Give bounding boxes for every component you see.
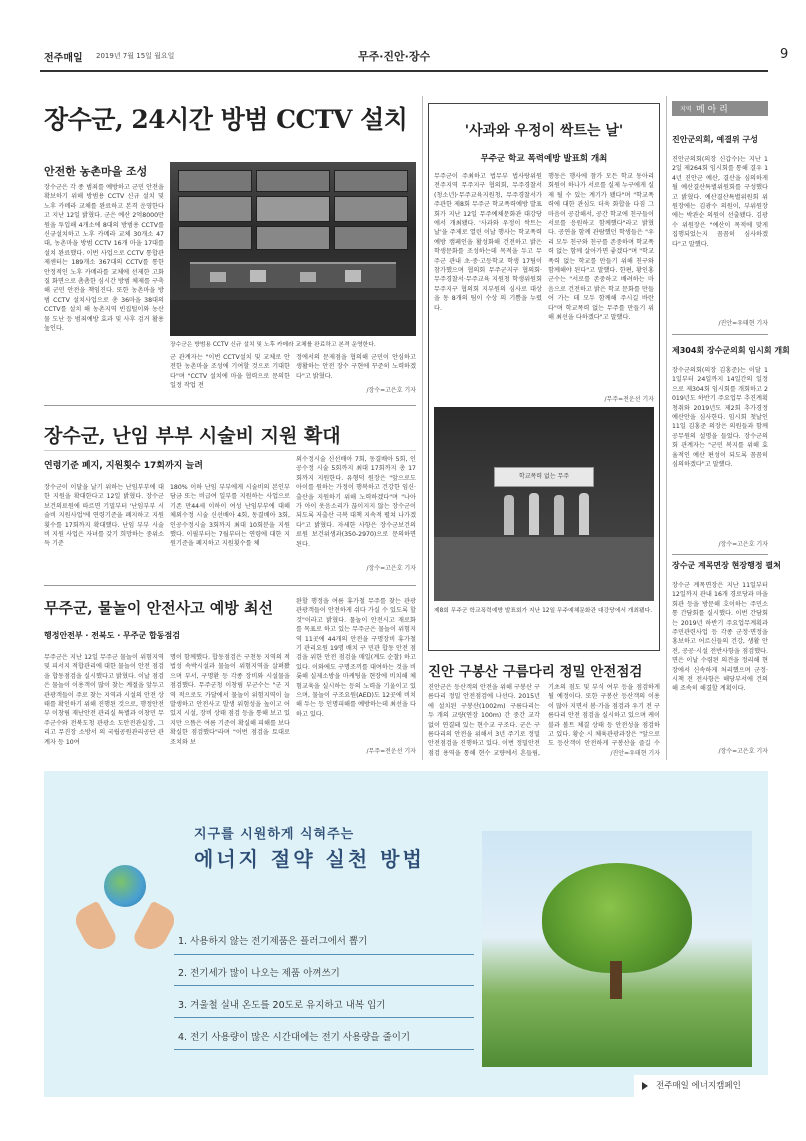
banner-divider-3 (174, 1017, 474, 1018)
banner-title-line1: 지구를 시원하게 식혀주는 (194, 827, 355, 842)
school-photo (434, 407, 654, 601)
cctv-photo-caption: 장수군은 방범용 CCTV 신규 설치 및 노후 카메라 교체를 완료하고 본격 운영한다. (170, 342, 376, 348)
divider-1b (44, 450, 416, 451)
sidebar-item3-byline: /장수=고은호 기자 (718, 748, 768, 755)
school-body-col1: 무주군이 주최하고 법무부 법사랑위원 전주지역 무주지구 협의회, 무주경찰서(청소년)·무주교육지원청, 무주경찰서가 주관한 제8회 무주군 학교폭력예방 발표회가 지난 12일 무주예체문화관 대강당에서 개최됐다. '사과와 우정이 싹트는 날'을 주제로 열린 이날 행사는 학교폭력 예방 캠페인을 활성화해 건전하고 밝은 학생문화를 조성하는데 목적을 두고 무주군 관내 초·중·고등학교 학생 17팀이 참가했으며 협의회 무주군지구 협의회·무주경찰서·무주교육 지원청 학생위원회 무주지구 협의회 지부원의 심사로 대상을 동 8개의 팀이 수상 의 기쁨을 누렸다. (434, 173, 542, 312)
water-safety-subhead: 행정안전부 · 전북도 · 무주군 합동점검 (44, 631, 180, 640)
tree-icon (542, 863, 692, 973)
infertility-body-col3: 외수정시술 신선배아 7회, 동결배아 5회, 인공수정 시술 5회까지 최대 17회까지 총 17회까지 지원한다. 유형덕 원장은 "앞으로도 아이를 원하는 가정이 행복하고 건강한 임신·출산을 지원하기 위해 노력하겠다"며 "나아가 아이 웃음소리가 끊이지지 않는 장수군이 되도록 저출산 극복 대책 지속적 펼쳐 나가겠다"고 밝혔다. 자세한 사항은 장수군보건의료원 보건위생과(350-2970)으로 문의하면 된다. (296, 456, 416, 548)
masthead (0, 44, 806, 68)
school-photo-caption: 제8회 무주군 학교폭력예방 발표회가 지난 12일 무주예체문화관 대강당에서 개최됐다. (434, 608, 653, 614)
play-triangle-icon (642, 1082, 648, 1090)
sidebar-header-label: 지역 (680, 106, 692, 113)
sidebar-item3-body: 장수군 계목면장은 지난 11일부터 12일까지 관내 16개 경로당과 마을회관 등을 방문해 호이하는 주민소통 간담회를 실시했다. 이번 간담회는 2019년 하반기 주요업무계획과 주민관련사업 등 각종 군정·면정을 홍보하고 어르신들의 건강, 생활 안전, 공공·시설 전반사항을 점검했다. 면은 이날 수렴된 의견을 정리해 현장에서 신속하게 처리했으며 군정·시책 전 전사항은 해당부서에 건의해 조속히 해결할 계획이다. (672, 582, 768, 693)
sidebar-divider-1 (672, 334, 768, 335)
sidebar-item2-title: 제304회 장수군의회 임시회 개회 (672, 346, 790, 355)
banner-title-line2: 에너지 절약 실천 방법 (194, 847, 425, 871)
sidebar-header (672, 101, 768, 116)
earth-icon (104, 865, 146, 907)
tree-landscape-photo (482, 831, 752, 1067)
banner-item-3: 3. 겨울철 실내 온도를 20도로 유지하고 내복 입기 (178, 1000, 386, 1011)
water-safety-byline: /무주=전운선 기자 (366, 748, 416, 755)
infertility-headline: 장수군, 난임 부부 시술비 지원 확대 (44, 425, 341, 447)
sidebar-item1-body: 진안군의회(의장 신갑수)는 지난 12일 제264회 임시회를 통해 결우 14년 진안군 예산, 결산을 심의하게 될 예산결산특별위원회를 구성했다고 밝혔다. 예산결산특별위원회 위원장에는 김광수 의원이, 부위원장에는 박관순 의원이 선출됐다. 김광수 위원장은 "예산이 목적에 맞게 집행되었는지 꼼꼼히 심사하겠다"고 말했다. (672, 156, 768, 248)
cctv-byline: /장수=고은호 기자 (366, 387, 416, 394)
cctv-body-col2: 군 관계자는 "이번 CCTV설치 및 교체로 안전한 농촌마을 조성에 기여할 것으로 기대한다"며 "CCTV 설치에 마을 협력으로 문의한 일정 작업 전 (170, 354, 290, 390)
sidebar-item1-byline: /진안=우태현 기자 (718, 320, 768, 327)
cctv-photo (170, 162, 416, 336)
school-subhead: 무주군 학교 폭력예방 발표회 개최 (480, 154, 608, 164)
cctv-body-col3: 정에서의 문제점을 협의해 군민이 안심하고 생활하는 안전 장수 구현에 꾸준히 노력하겠다"고 밝혔다. (296, 354, 416, 380)
sidebar-header-title: 메 아 리 (696, 105, 728, 115)
banner-item-2: 2. 전기세가 많이 나오는 제품 아껴쓰기 (178, 968, 340, 979)
water-safety-body-col3: 완할 행정을 여름 휴가철 무주를 찾는 관광 관광객들이 안전하게 쉬다 가실 수 있도록 할 것"이라고 밝혔다. 물놀이 안전시고 재로화를 목표로 하고 있는 무주군은 물놀이 위험지역 11곳에 44개의 안전을 구명장비 휴가철기 관리요원 19명 배치 구 민관 합동 안전 점검을 위한 안전 점검을 매일(계도 순찰) 하고 있다. 이와에도 구명조끼를 대여하는 것을 비롯해 실제소방을 마케팅을 현장에 비치해 체험교육을 실시하는 등의 노력을 기울이고 있으며, 물놀이 구조요원(AED)도 12곳에 비치해 두는 등 인명피해를 예방하는데 최선을 다하고 있다. (296, 598, 416, 718)
school-body-col2: 행동은 행사에 참가 모든 학교 동아리 회원이 하나가 서로를 실제 누구에게 실제 될 수 있는 계기가 됐다"며 "학교폭력에 대한 관심도 더욱 화합을 다짐 그 마음이 공감해서, 공간 학교에 친구들이 서로를 응원하고 함께했다"라고 밝혔다. 공연을 함께 관람했던 학생들은 "우리 모두 친구와 친구를 존중하며 학교폭력 없는 함께 살아가면 좋겠다"며 "학교폭력 없는 학교를 만들기 위해 친구와 함께해야 된다"고 말했다. 한편, 황인홍 군수는 "서로를 존중하고 배려하는 마음으로 건전하고 밝은 학교 문화를 만들어 가는 데 모두 함께해 주시길 바란다"며 학교폭력 없는 무주를 만들기 위해 최선을 다하겠다"고 말했다. (548, 173, 654, 322)
divider-1 (44, 405, 416, 406)
bridge-byline: /진안=우태현 기자 (610, 750, 660, 757)
bridge-headline: 진안 구봉산 구름다리 정밀 안전점검 (428, 664, 643, 680)
banner-divider-1 (174, 954, 474, 955)
infertility-body-col2: 180% 이하 난임 부부에게 시술비의 본인부담금 또는 비급여 일부를 지원하는 사업으로 기존 만44세 이하이 여성 난임부부에 대해 체외수정 시술 신선배아 4회, 동결배아 3회, 인공수정시술 3회까지 최대 10회분을 지원했다. 이필부터는 7월부터는 연령에 대한 지원기준을 폐지하고 지원횟수를 체 (170, 484, 290, 548)
banner-item-1: 1. 사용하지 않는 전기제품은 플러그에서 뽑기 (178, 936, 368, 947)
infertility-byline: /장수=고은호 기자 (366, 565, 416, 572)
column-divider-sidebar (666, 96, 667, 760)
section-title: 무주·진안·장수 (358, 50, 431, 63)
campaign-label-bar (634, 1075, 768, 1097)
banner-divider-2 (174, 985, 474, 986)
page-number: 9 (780, 47, 789, 62)
water-safety-body-col1: 무주군은 지난 12일 무주군 물놀이 위험지역 및 피서지 적합관리에 대한 물놀이 안전 점검을 합동점검을 실시했다고 밝혔다. 이날 점검은 물놀이 이용객이 많이 찾는 계절을 앞두고 관광객들이 주로 찾는 지역과 시설의 안전 상태를 확인하기 위해 진행된 것으로, 행정안전부 이창림 재난안전 관리실 특별과 이창민 무주군수와 전북도청 관광소 도안전관실장, 그리고 무진장 소방서 의 국립공원관리공단 관계자 등 10여 (44, 654, 164, 746)
energy-banner (44, 771, 768, 1097)
water-safety-body-col2: 명이 함께했다. 합동점검은 구천동 지역의 적법성 속박시설과 물놀이 위험지역을 살펴봤으며 부서, 구명환 등 각종 장비와 시설물을 점검했다. 무주군청 이창림 부군수는 "군 지역 적으로도 가달에서 물놀이 위험지역이 늘 발생하고 안전사고 발생 위험성을 높이고 어 있지 시설, 장비 상태 점검 등을 통해 보고 있지만 으뜸은 여름 기준이 확실해 피해를 보다 확실한 점검했다"라며 "이번 점검을 토대로 조치와 보 (170, 654, 290, 746)
school-headline: '사과와 우정이 싹트는 날' (464, 123, 624, 139)
school-byline: /무주=전운선 기자 (604, 396, 654, 403)
paper-name: 전주매일 (44, 53, 83, 64)
issue-date: 2019년 7월 15일 월요일 (96, 52, 175, 60)
divider-2 (44, 585, 416, 586)
infertility-subhead: 연령기준 폐지, 지원횟수 17회까지 늘려 (44, 461, 203, 471)
sidebar-item2-byline: /장수=고은호 기자 (718, 541, 768, 548)
masthead-rule (40, 70, 768, 72)
water-safety-headline: 무주군, 물놀이 안전사고 예방 최선 (44, 599, 273, 617)
banner-item-4: 4. 전기 사용량이 많은 시간대에는 전기 사용량을 줄이기 (178, 1032, 411, 1043)
school-photo-banner-text: 학교폭력 없는 무주 (518, 473, 570, 480)
campaign-label: 전주매일 에너지캠페인 (656, 1081, 741, 1091)
sidebar-divider-2 (672, 554, 768, 555)
banner-divider-4 (174, 1049, 474, 1050)
sidebar-item2-body: 장수군의회(의장 김홍준)는 이달 11일부터 24일까지 14일간의 일정으로 제304회 임시회를 개회하고 2019년도 하반기 주요업무 추진계획 청취와 2019년도 제2회 추가경정 예산안을 심사한다. 임시회 첫날인 11일 김홍준 의장은 의원들과 함께 공무원의 설명을 들었다. 장수군의회 관계자는 "군민 복지를 위해 효율적인 예산 편성이 되도록 꼼꼼히 심의하겠다"고 말했다. (672, 367, 768, 469)
cctv-subhead: 안전한 농촌마을 조성 (44, 165, 148, 178)
cctv-body-col1: 장수군은 각 종 범죄를 예방하고 군민 안전을 확보하기 위해 방범용 CCTV 신규 설치 및 노후 카메라 교체를 완료하고 본격 운영한다고 지난 12일 밝혔다. 군은 예산 2억8000만 원을 투입해 4개소에 8대의 방범용 CCTV를 신규설치하고 노후 카메라 교체 30개소 47대, 농촌마을 방범 CCTV 16개 마을 17대를 설치 완료했다. 이번 사업으로 CCTV 통합관제센터는 189개소 367대의 CCTV를 통한 안정적인 노후 카메라를 교체에 선제한 고화질 화면으로 촘촘한 심시간 방범 체제를 구축해 군민 안전을 책임진다. 또한 농촌마을 방범 CCTV 설치사업으로 총 36마을 38대의 CCTV를 설치 해 농촌지역 빈집털이와 농산물 도난 등 범죄예방 효과 및 사후 검거 활용 높인다. (44, 184, 164, 333)
infertility-body-col1: 장수군이 이달을 날기 위하는 난임부부에 대한 지원을 확대한다고 12일 밝혔다. 장수군보건의료원에 따르면 기밀부터 '난임부부 시술비 지원사업'에 연령기준을 폐지하고 지원횟수를 17회까지 확대했다. 난임 부부 시술비 지원 사업은 자녀를 갖기 희망하는 중위소득 기준 (44, 484, 164, 548)
sidebar-item1-title: 진안군의회, 예결위 구성 (672, 135, 758, 144)
sidebar-item3-title: 장수군 계목면장 현장행정 펼쳐 (672, 561, 781, 570)
bridge-body-col2: 기초의 점도 및 부식 여부 등을 점검하게 될 예정이다. 또한 구봉산 등산객의 이용이 많아 지면서 봄·가을 점검과 우기 전 구름다리 안전 점검을 실시하고 있으며 케이블과 볼트 체결 상태 등 안전성을 점검하고 있다. 황순 시 체육관광과장은 "앞으로도 등산객이 안전하게 구봉산을 즐길 수 (548, 684, 660, 747)
bridge-body-col1: 진안군은 등산객의 안전을 위해 구봉산 구름다리 정밀 안전점검에 나선다. 2015년에 설치된 구봉산(1002m) 구름다리는 두 개의 교량(연장 100m) 간 중간 교각 없이 연결돼 있는 현수교 구조다. 군은 구름다리의 안전을 위해서 3년 주기로 정밀 안전점검을 진행하고 있다. 이번 정밀안전점검 용역을 통해 현수 교량에서 흔들림, (428, 684, 540, 756)
hands-earth-illustration (70, 861, 180, 961)
column-divider-main (422, 96, 423, 760)
school-photo-banner (494, 467, 594, 487)
cctv-headline: 장수군, 24시간 방범 CCTV 설치 (44, 105, 408, 134)
